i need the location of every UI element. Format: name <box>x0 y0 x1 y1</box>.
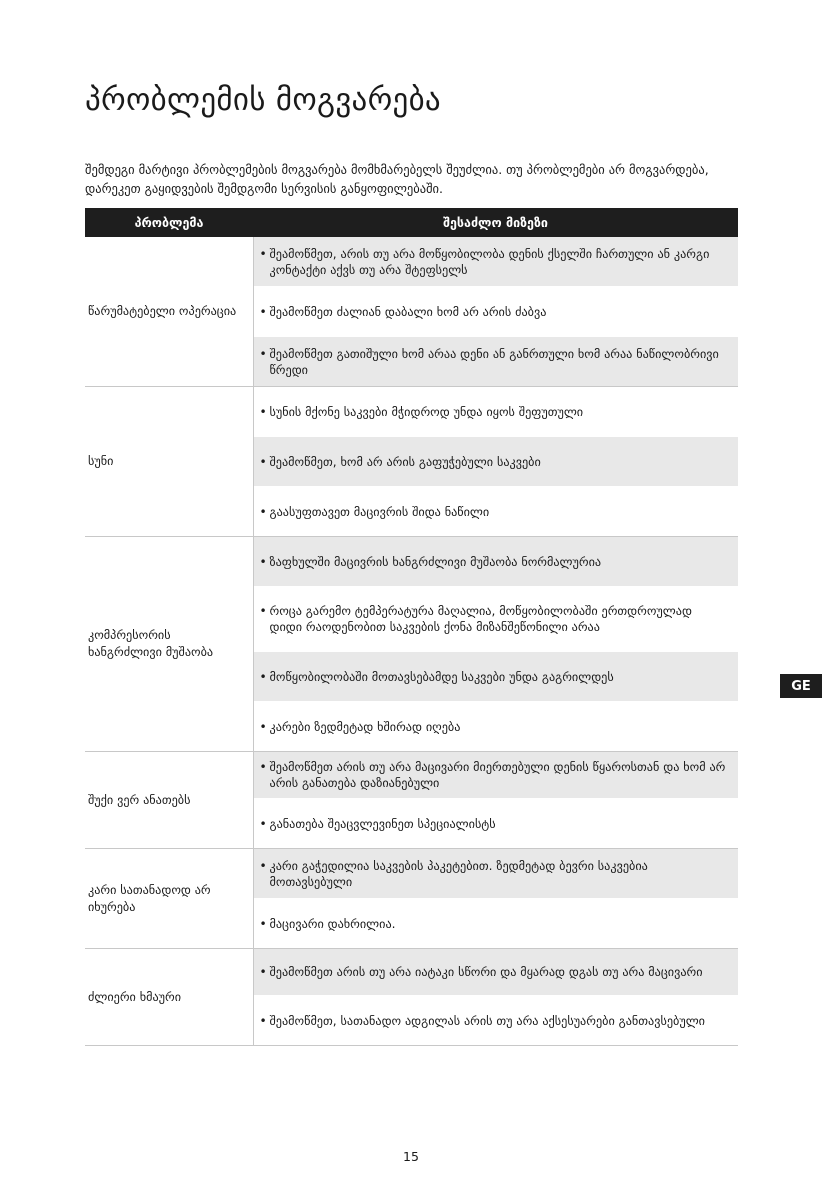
cause-text: განათება შეაცვლევინეთ სპეციალისტს <box>269 816 496 831</box>
bullet-icon: • <box>259 604 267 618</box>
cause-cell <box>253 287 738 337</box>
bullet-icon: • <box>259 454 267 469</box>
cause-text: სუნის მქონე საკვები მჭიდროდ უნდა იყოს შეფუთული <box>269 404 584 419</box>
language-tab: GE <box>780 674 822 698</box>
table-header-row <box>85 208 738 237</box>
bullet-icon: • <box>259 816 267 831</box>
table-row <box>85 949 738 996</box>
intro-paragraph: შემდეგი მარტივი პრობლემების მოგვარება მომხმარებელს შეუძლია. თუ პრობლემები არ მოგვარდება, დარეკეთ გაყიდვების შემდგომი სერვისის განყოფილებაში. <box>85 162 709 196</box>
problem-cell: შუქი ვერ ანათებს <box>85 752 253 849</box>
table-row <box>85 537 738 587</box>
cause-text: კარი გაჭედილია საკვების პაკეტებით. ზედმეტად ბევრი საკვებია მოთავსებული <box>269 858 648 889</box>
cause-text: შეამოწმეთ არის თუ არა მაცივარი მიერთებული დენის წყაროსთან და ხომ არ არის განათება დაზიანებული <box>269 760 726 790</box>
bullet-icon: • <box>259 916 267 931</box>
cause-text: შეამოწმეთ, ხომ არ არის გაფუჭებული საკვები <box>269 454 541 469</box>
cause-item <box>260 916 729 932</box>
bullet-icon: • <box>259 669 267 684</box>
bullet-icon: • <box>259 404 267 419</box>
problem-cell: წარუმატებელი ოპერაცია <box>85 237 253 387</box>
table-row <box>85 849 738 899</box>
cause-item <box>260 246 729 278</box>
cause-text: კარები ზედმეტად ხშირად იღება <box>269 719 461 734</box>
bullet-icon: • <box>259 504 267 519</box>
cause-item <box>260 964 729 980</box>
problem-cell: ძლიერი ხმაური <box>85 949 253 1046</box>
cause-text: შეამოწმეთ არის თუ არა იატაკი სწორი და მყარად დგას თუ არა მაცივარი <box>269 965 703 979</box>
cause-text: შეამოწმეთ გათიშული ხომ არაა დენი ან განრთული ხომ არაა ნაწილობრივი წრედი <box>269 346 719 377</box>
page-title: პრობლემის მოგვარება <box>85 82 441 118</box>
bullet-icon: • <box>259 346 267 361</box>
cause-item <box>260 554 729 570</box>
bullet-icon: • <box>259 719 267 734</box>
cause-text: მოწყობილობაში მოთავსებამდე საკვები უნდა გაგრილდეს <box>269 669 614 684</box>
troubleshooting-table <box>85 208 738 1046</box>
cause-item <box>260 504 729 520</box>
cause-cell <box>253 899 738 949</box>
table-row <box>85 752 738 799</box>
cause-item <box>260 1013 729 1029</box>
cause-cell <box>253 537 738 587</box>
cause-item <box>260 346 729 378</box>
cause-item <box>260 858 729 890</box>
bullet-icon: • <box>259 965 267 979</box>
header-problem: პრობლემა <box>85 208 253 237</box>
cause-text: როცა გარემო ტემპერატურა მაღალია, მოწყობილობაში ერთდროულად დიდი რაოდენობით საკვების ქონა მიზანშეწონილი არაა <box>269 604 692 634</box>
cause-item <box>260 759 729 791</box>
cause-item <box>260 719 729 735</box>
bullet-icon: • <box>259 304 267 319</box>
cause-item <box>260 304 729 320</box>
bullet-icon: • <box>259 760 267 774</box>
cause-item <box>260 404 729 420</box>
cause-text: შეამოწმეთ, სათანადო ადგილას არის თუ არა აქსესუარები განთავსებული <box>269 1013 705 1028</box>
problem-cell: სუნი <box>85 387 253 537</box>
cause-cell <box>253 849 738 899</box>
table-body <box>85 237 738 1046</box>
cause-cell <box>253 752 738 799</box>
cause-cell <box>253 487 738 537</box>
cause-item <box>260 669 729 685</box>
bullet-icon: • <box>259 246 267 261</box>
problem-cell: კარი სათანადოდ არ იხურება <box>85 849 253 949</box>
cause-cell <box>253 387 738 437</box>
header-cause: შესაძლო მიზეზი <box>253 208 738 237</box>
bullet-icon: • <box>259 858 267 873</box>
cause-cell <box>253 702 738 752</box>
cause-cell <box>253 652 738 702</box>
cause-item <box>260 454 729 470</box>
cause-cell <box>253 587 738 652</box>
cause-cell <box>253 437 738 487</box>
cause-cell <box>253 237 738 287</box>
cause-cell <box>253 996 738 1046</box>
bullet-icon: • <box>259 554 267 569</box>
cause-text: ზაფხულში მაცივრის ხანგრძლივი მუშაობა ნორმალურია <box>269 554 602 569</box>
cause-cell <box>253 799 738 849</box>
cause-cell <box>253 949 738 996</box>
table-row <box>85 387 738 437</box>
cause-item <box>260 603 729 635</box>
cause-text: მაცივარი დახრილია. <box>269 916 396 931</box>
page-number: 15 <box>403 1149 419 1164</box>
table-row <box>85 237 738 287</box>
cause-cell <box>253 337 738 387</box>
cause-text: გაასუფთავეთ მაცივრის შიდა ნაწილი <box>269 504 490 519</box>
problem-cell: კომპრესორის ხანგრძლივი მუშაობა <box>85 537 253 752</box>
cause-text: შეამოწმეთ ძალიან დაბალი ხომ არ არის ძაბვა <box>269 304 547 319</box>
bullet-icon: • <box>259 1013 267 1028</box>
cause-text: შეამოწმეთ, არის თუ არა მოწყობილობა დენის ქსელში ჩართული ან კარგი კონტაქტი აქვს თუ არა შტეფსელს <box>269 246 710 277</box>
cause-item <box>260 816 729 832</box>
